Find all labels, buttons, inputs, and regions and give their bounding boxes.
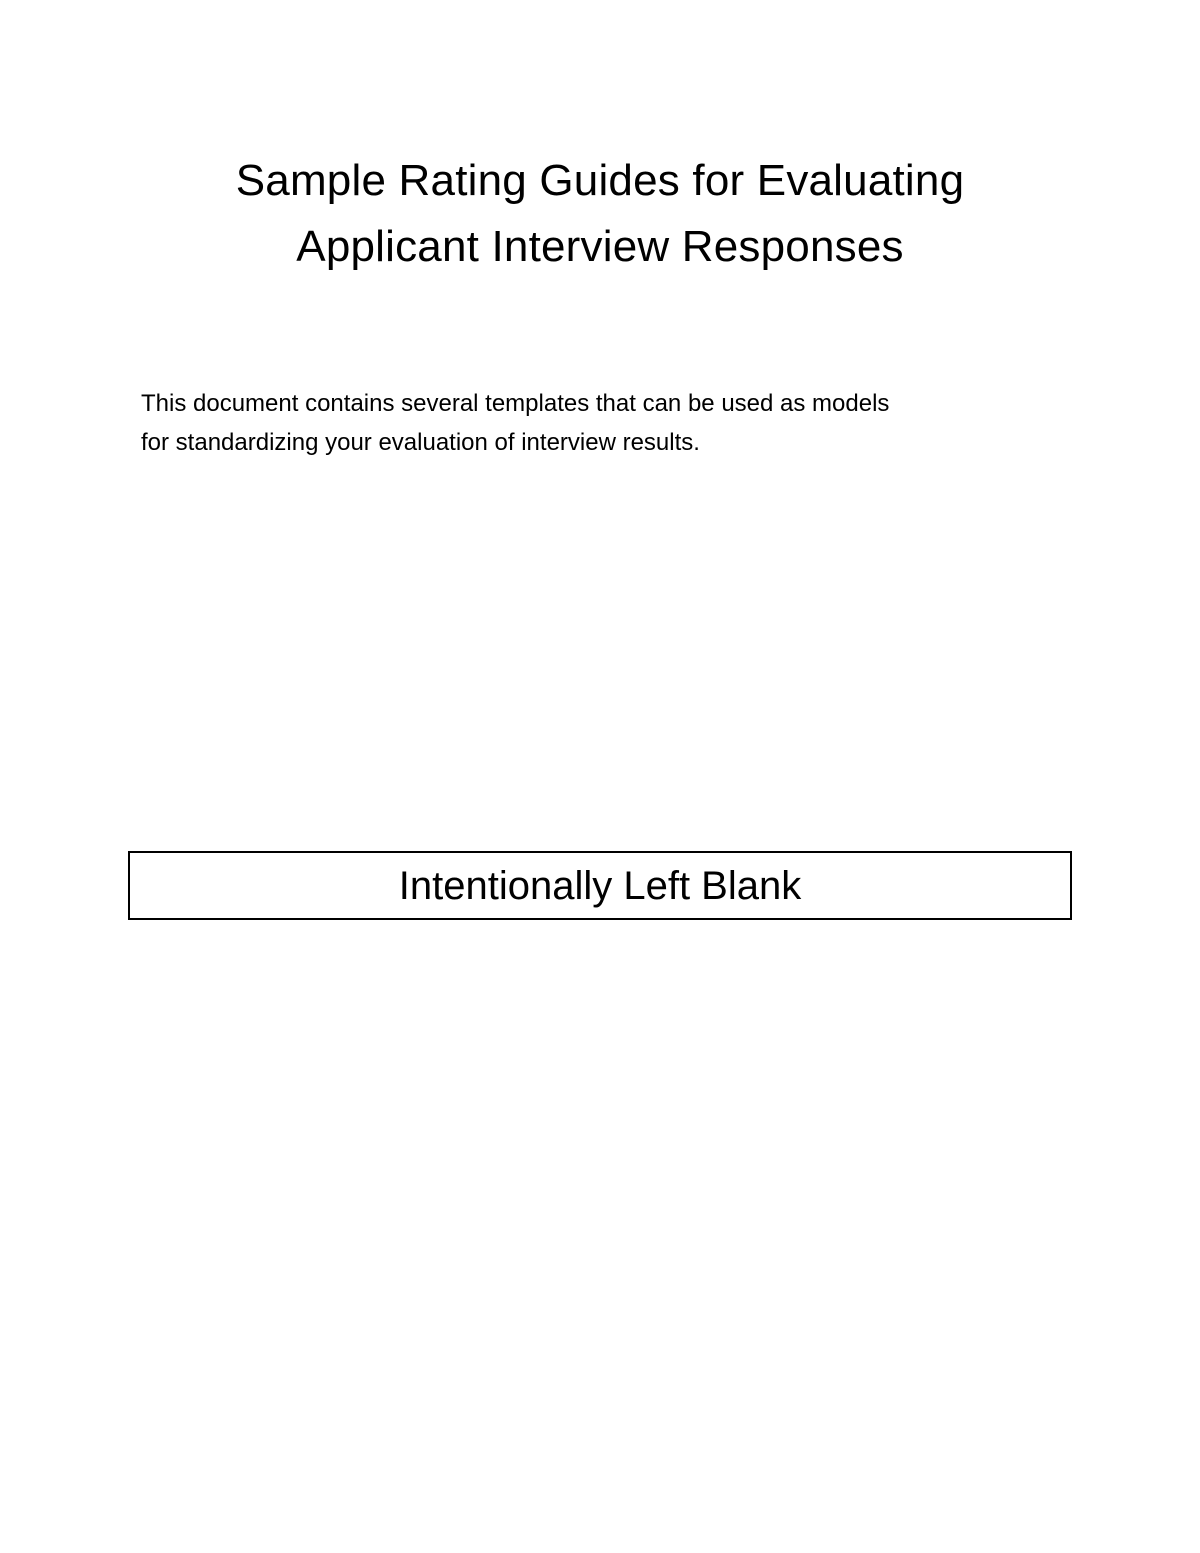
- intro-line-2: for standardizing your evaluation of interview results.: [141, 429, 700, 456]
- page-title-line-2: Applicant Interview Responses: [296, 222, 904, 271]
- intentionally-left-blank-label: Intentionally Left Blank: [398, 863, 802, 908]
- page-title: [0, 148, 1200, 280]
- intro-line-1: This document contains several templates that can be used as models: [141, 390, 890, 417]
- intro-paragraph: [141, 384, 1071, 462]
- page-title-line-1: Sample Rating Guides for Evaluating: [235, 156, 965, 205]
- intentionally-left-blank-box: [128, 851, 1072, 920]
